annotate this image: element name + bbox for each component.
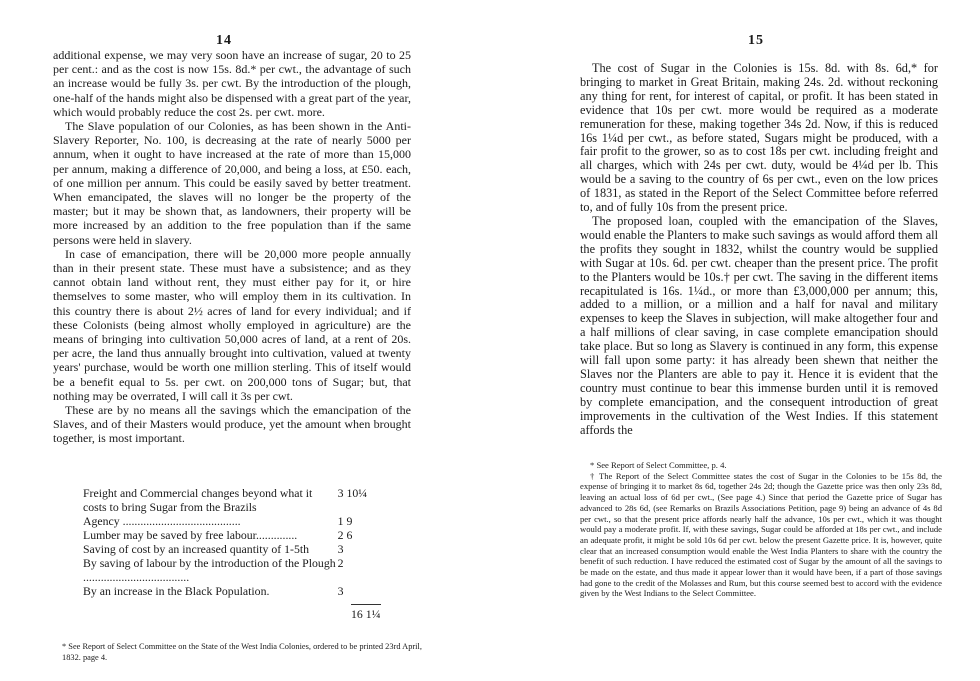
- table-total-row: [83, 604, 383, 621]
- footnote: † The Report of the Select Committee states the cost of Sugar in the Colonies to be 15s 8d, the expense of bringing it to market 8s 6d, together 24s 2d; though the Gazette price was then only 23s 8d, leaving an actual loss of 6d per cwt., (See page 4.) Since that period the Gazette price of Sugar has advanced to 28s 6d, (see Remarks on Brazils Associations Petition, page 9) being an advance of 4s 8d per cwt., so that the present price affords nearly half the advance, 10s per cwt., which it was thought would pay a moderate profit. If, with these savings, Sugar could be afforded at 18s per cwt., and include an adequate profit, it might be sold 10s 6d per cwt. below the present Gazette price. It is, however, quite clear that an increased consumption would enable the West India Planters to share with the country the benefit of such reduction. I have reduced the estimated cost of Sugar by the amount of all the savings to be made on the estate, and thus made it appear lower than it would have been, if a part of those savings had gone to the credit of the Molasses and Rum, but this course seemed best to accord with the evidence given by the West Indians to the Select Committee.: [580, 470, 942, 599]
- paragraph: The cost of Sugar in the Colonies is 15s. 8d. with 8s. 6d,* for bringing to market in Great Britain, making 24s. 2d. without reckoning any thing for rent, for interest of capital, or profit. It has been stated in evidence that 10s per cwt. more would be required as a moderate remuneration for these, making together 34s 2d. Now, if this is reduced 16s 1¼d per cwt., as before stated, Sugars might be produced, with a fair profit to the grower, so as to cost 18s per cwt. including freight and all charges, which with 24s per cwt. duty, would be 4¼d per lb. This would be a saving to the country of 6s per cwt., even on the low prices of 1831, as stated in the Report of the Select Committee before referred to, and of fully 10s from the present price.: [580, 61, 938, 215]
- paragraph: These are by no means all the savings which the emancipation of the Slaves, and of their Masters would produce, yet the amount when brought together, is most important.: [53, 403, 411, 446]
- row-amount: 1 9: [337, 514, 353, 528]
- table-row: [83, 584, 383, 598]
- table-total: 16 1¼: [351, 604, 381, 621]
- footnote: * See Report of Select Committee on the State of the West India Colonies, ordered to be printed 23rd April, 1832. page 4.: [62, 642, 422, 662]
- table-row: [83, 556, 383, 584]
- table-row: [83, 542, 383, 556]
- row-amount: 2 6: [337, 528, 353, 542]
- paragraph: additional expense, we may very soon have an increase of sugar, 20 to 25 per cent.: and as the cost is now 15s. 8d.* per cwt., the advantage of such an increase would be fully 3s. per cwt. By the introduction of the plough, one-half of the hands might also be dispensed with a great part of the year, which would probably reduce the cost 2s. per cwt. more.: [53, 48, 411, 119]
- row-amount: 3: [337, 542, 344, 556]
- paragraph: In case of emancipation, there will be 20,000 more people annually than in their present state. These must have a subsistence; and as they cannot obtain land without rent, they must either pay for it, or hire themselves to some master, who will employ them in its cultivation. In this country there is about 2½ acres of land for every individual; and if these Colonists (being almost wholly employed in agriculture) are the means of bringing into cultivation 50,000 acres of land, at a rent of 20s. per acre, the land thus annually brought into cultivation, valued at twenty years' purchase, would be worth one million sterling. This of itself would be a benefit equal to 5s. per cwt. on 200,000 tons of Sugar; but, that nothing may be overrated, I will call it 3s per cwt.: [53, 246, 411, 403]
- page-number: 15: [748, 33, 764, 48]
- table-row: [83, 528, 383, 542]
- row-label: Saving of cost by an increased quantity of 1-5th: [83, 542, 310, 556]
- row-label: Lumber may be saved by free labour..............: [83, 528, 298, 542]
- row-amount: 3 10¼: [337, 486, 368, 500]
- table-row: [83, 486, 383, 514]
- paragraph: The Slave population of our Colonies, as has been shown in the Anti-Slavery Reporter, No. 100, is decreasing at the rate of nearly 5000 per annum, when it ought to have increased at the rate of more than 15,000 per annum, making a difference of 20,000, and being a loss, at £50. each, of one million per annum. This could be easily saved by better treatment. When emancipated, the slaves will no longer be the property of the master; but it may be shown that, as landowners, their property will be more increased by an addition to the free population than if the same persons were held in slavery.: [53, 119, 411, 247]
- row-label: Freight and Commercial changes beyond what it costs to bring Sugar from the Brazils: [83, 486, 313, 514]
- row-amount: 2: [337, 556, 344, 570]
- savings-table: [83, 486, 383, 621]
- row-label: By saving of labour by the introduction of the Plough ....................................: [83, 556, 336, 584]
- table-row: [83, 514, 383, 528]
- row-label: By an increase in the Black Population.: [83, 584, 270, 598]
- page-number: 14: [216, 33, 232, 48]
- row-label: Agency ........................................: [83, 514, 241, 528]
- footnotes: [580, 460, 942, 599]
- paragraph: The proposed loan, coupled with the emancipation of the Slaves, would enable the Planters to make such savings as would afford them all the profits they sought in 1832, whilst the country would be supplied with Sugar at 10s. 6d. per cwt. cheaper than the present price. The profit to the Planters would be 10s.† per cwt. The saving in the different items recapitulated is 16s. 1¼d., or more than £3,000,000 per annum; this, added to a million, or a million and a half for naval and military expenses to keep the Slaves in subjection, will make altogether four and a half millions of clear saving, in case complete emancipation should take place. But so long as Slavery is continued in any form, this expense will fall upon some party: it has already been shewn that neither the Slaves nor the Planters are able to pay it. Hence it is evident that the country must continue to bear this immense burden until it is removed by complete emancipation, and the consequent introduction of great improvements in the cultivation of the West Indies. If this statement affords the: [580, 213, 938, 437]
- body-text: [580, 62, 938, 437]
- footnote: * See Report of Select Committee, p. 4.: [590, 460, 727, 470]
- body-text: [53, 48, 411, 446]
- right-page: [490, 0, 980, 681]
- row-amount: 3: [337, 584, 344, 598]
